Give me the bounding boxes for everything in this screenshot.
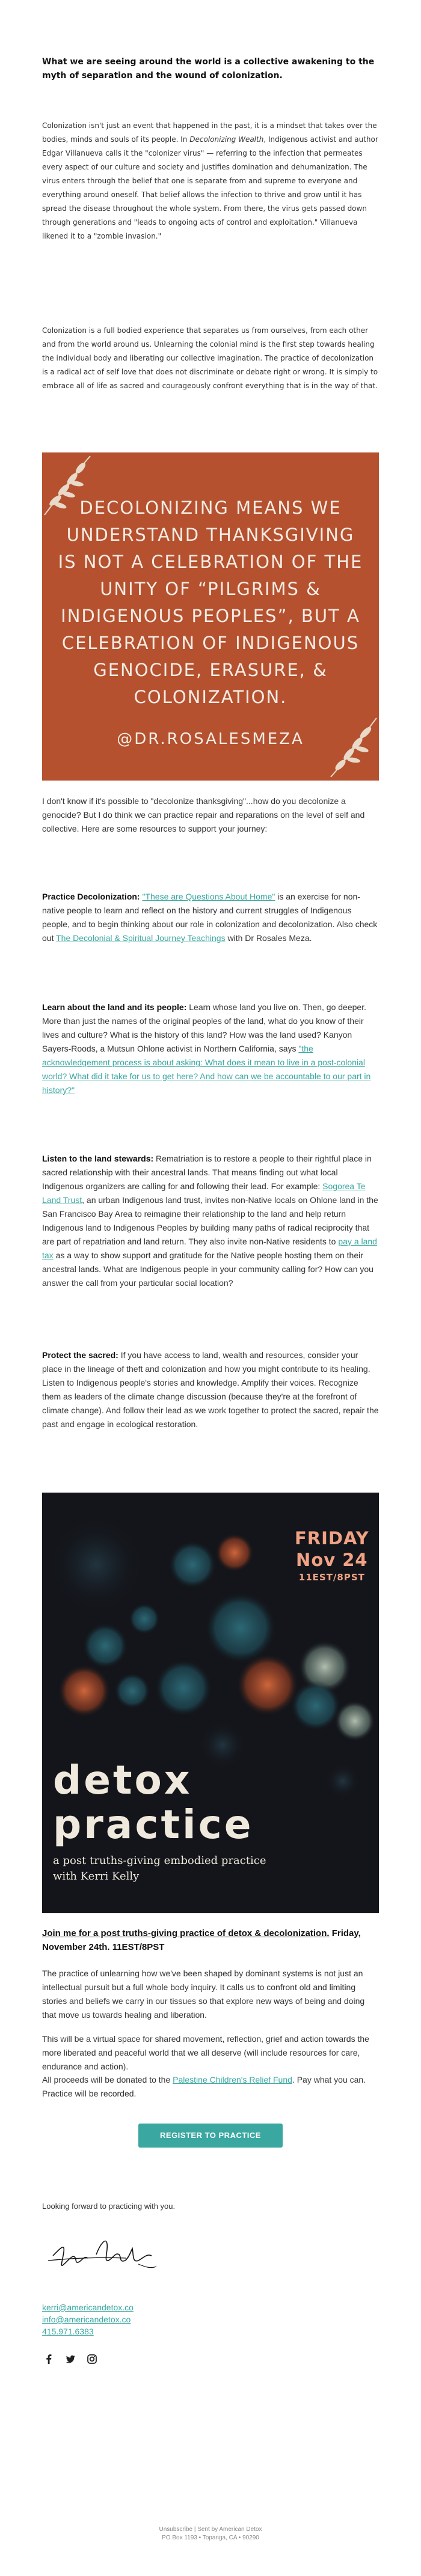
text-span: as a way to show support and gratitude for the Native people hosting them on their ancestral lands. What are Indigenous people in your community calling for? How can you answer the call from your particular social location? — [42, 1250, 373, 1288]
resources-intro: I don't know if it's possible to "decolonize thanksgiving"...how do you decolonize a genocide? But I do think we can practice repair and reparations on the level of self and collective. Here are some resources to support your journey: — [42, 796, 365, 833]
acknowledgement-link[interactable]: "the acknowledgement process is about asking: What does it mean to live in a post-colonial world? What did it take for us to get here? And how can we be accountable to our part in history?" — [42, 1044, 371, 1095]
register-button[interactable]: REGISTER TO PRACTICE — [138, 2124, 283, 2148]
decolonial-teachings-link[interactable]: The Decolonial & Spiritual Journey Teachings — [56, 933, 226, 943]
closing-line: Looking forward to practicing with you. — [42, 2202, 176, 2211]
sogorea-te-link[interactable]: Sogorea Te Land Trust — [42, 1181, 366, 1205]
event-description-1: The practice of unlearning how we've been shaped by dominant systems is not just an intellectual pursuit but a full whole body inquiry. It calls us to confront old and limiting stories and beliefs we carry in our tissues so that explore new ways of being and doing that move us towards healing and liberation. — [42, 1969, 365, 2020]
text-span: . Pay what you can. Practice will be recorded. — [42, 2075, 366, 2098]
text-span: , an urban Indigenous land trust, invites non-Native locals on Ohlone land in the San Francisco Bay Area to reimagine their relationship to the land and help return Indigenous land to Indigenous Peoples by building many paths of radical reciprocity that are part of repatriation and land return. They also invite non-Native residents to — [42, 1195, 378, 1246]
event-title — [53, 1758, 254, 1847]
donation-paragraph — [42, 2073, 379, 2101]
event-heading-date: Friday, November 24th. 11EST/8PST — [42, 1928, 361, 1952]
event-description-2: This will be a virtual space for shared movement, reflection, grief and action towards the more liberated and peaceful world that we all deserve (will include resources for care, endurance and action). — [42, 2034, 369, 2071]
text-span: Rematriation is to restore a people to their rightful place in sacred relationship with their ancestral lands. That means finding out what local Indigenous organizers are calling for and following their lead. For example: — [42, 1154, 372, 1191]
event-heading — [42, 1926, 379, 1954]
event-subtitle-line-1: a post truths-giving embodied practice — [53, 1854, 266, 1867]
practice-decolonization-paragraph — [42, 890, 379, 945]
section-label: Protect the sacred: — [42, 1350, 118, 1360]
intro-p1-b: , Indigenous activist and author Edgar Villanueva calls it the "colonizer virus" — referring to the infection that permeates every aspect of our culture and society and justifies domination and dehumanization. The virus enters through the belief that one is separate from and supreme to everyone and everything around oneself. That belief allows the infection to thrive and grow until it has spread the disease throughout the whole system. From there, the virus gets passed down through generations and "leads to ongoing acts of control and exploitation." Villanueva likened it to a "zombie invasion." — [42, 135, 378, 240]
event-title-line-1: detox — [53, 1757, 192, 1803]
text-span: All proceeds will be donated to the — [42, 2075, 173, 2084]
instagram-icon[interactable] — [85, 2352, 99, 2366]
contact-block — [42, 2301, 134, 2337]
learn-land-paragraph — [42, 1000, 379, 1097]
text-span: is an exercise for non-native people to learn and reflect on the history and current struggles of Indigenous people, and to begin thinking about our role in colonization and decolonization. Also check out — [42, 892, 378, 943]
event-date: Nov 24 — [296, 1550, 368, 1570]
event-time: 11EST/8PST — [298, 1572, 365, 1583]
email-link-2[interactable]: info@americandetox.co — [42, 2315, 131, 2324]
land-stewards-paragraph — [42, 1152, 379, 1290]
intro-paragraph-2: Colonization is a full bodied experience that separates us from ourselves, from each other and from the world around us. Unlearning the colonial mind is the first step towards healing the individual body and liberating our collective imagination. The practice of decolonization is a radical act of self love that does not discriminate or debate right or wrong. It is simply to embrace all of life as sacred and courageously confront everything that is in the way of that. — [42, 326, 378, 390]
event-subtitle-line-2: with Kerri Kelly — [53, 1870, 140, 1883]
footer-unsubscribe[interactable]: Unsubscribe | Sent by American Detox — [159, 2526, 262, 2533]
section-label: Learn about the land and its people: — [42, 1002, 187, 1012]
book-title: Decolonizing Wealth — [189, 135, 264, 144]
email-link-1[interactable]: kerri@americandetox.co — [42, 2303, 134, 2312]
intro-lead: What we are seeing around the world is a collective awakening to the myth of separation and the wound of colonization. — [42, 57, 375, 81]
social-links — [42, 2352, 99, 2366]
questions-about-home-link[interactable]: "These are Questions About Home" — [142, 892, 275, 901]
intro-paragraph-1 — [42, 119, 379, 243]
relief-fund-link[interactable]: Palestine Children's Relief Fund — [173, 2075, 292, 2084]
quote-card — [42, 452, 379, 781]
event-subtitle — [53, 1853, 266, 1884]
text-span: Learn whose land you live on. Then, go deeper. More than just the names of the original peoples of the land, what do you know of their lives and culture? What is the history of this land? How was the land used? Kanyon Sayers-Roods, a Mutsun Ohlone activist in Northern California, says — [42, 1002, 366, 1053]
text-span: If you have access to land, wealth and resources, consider your place in the lineage of theft and colonization and how you might contribute to its healing. Listen to Indigenous people's stories and knowledge. Amplify their voices. Recognize them as leaders of the climate change discussion (because they're at the forefront of climate change). And follow their lead as we work together to protect the sacred, repair the past and engage in ecological restoration. — [42, 1350, 379, 1429]
join-practice-link[interactable]: Join me for a post truths-giving practice of detox & decolonization. — [42, 1928, 330, 1938]
footer — [0, 2526, 421, 2542]
text-span: with Dr Rosales Meza. — [225, 933, 312, 943]
land-tax-link[interactable]: pay a land tax — [42, 1237, 377, 1260]
section-label: Listen to the land stewards: — [42, 1154, 154, 1163]
event-date-badge — [295, 1527, 369, 1584]
section-label: Practice Decolonization: — [42, 892, 140, 901]
phone-link[interactable]: 415.971.6383 — [42, 2327, 94, 2336]
event-day: FRIDAY — [295, 1528, 369, 1548]
quote-handle: @DR.ROSALESMEZA — [117, 730, 304, 748]
quote-text: DECOLONIZING MEANS WE UNDERSTAND THANKSGIVING IS NOT A CELEBRATION OF THE UNITY OF “PILGRIMS & INDIGENOUS PEOPLES”, BUT A CELEBRATION OF INDIGENOUS GENOCIDE, ERASURE, & COLONIZATION. — [58, 498, 363, 707]
event-flyer — [42, 1493, 379, 1913]
protect-sacred-paragraph — [42, 1348, 379, 1431]
event-title-line-2: practice — [53, 1801, 254, 1848]
signature-image — [48, 2230, 162, 2279]
intro-p1-a: Colonization isn't just an event that happened in the past, it is a mindset that takes over the bodies, minds and souls of its people. In — [42, 121, 377, 144]
footer-address: PO Box 1193 • Topanga, CA • 90290 — [162, 2535, 259, 2541]
facebook-icon[interactable] — [42, 2352, 55, 2366]
twitter-icon[interactable] — [64, 2352, 77, 2366]
